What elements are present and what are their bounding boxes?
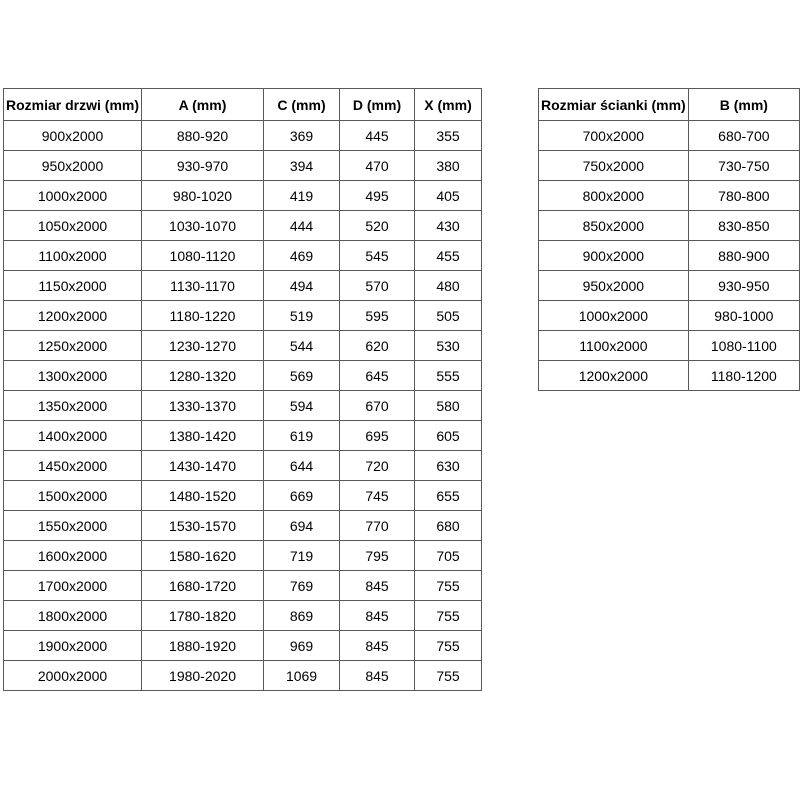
table-cell: 900x2000 [539, 241, 689, 271]
table-cell: 580 [415, 391, 482, 421]
door-sizes-table-header [4, 89, 482, 121]
table-cell: 1200x2000 [4, 301, 142, 331]
table-row [4, 301, 482, 331]
table-cell: 595 [340, 301, 415, 331]
table-cell: 455 [415, 241, 482, 271]
table-row [4, 661, 482, 691]
table-cell: 880-900 [688, 241, 799, 271]
table-cell: 755 [415, 571, 482, 601]
table-cell: 1330-1370 [142, 391, 264, 421]
table-cell: 519 [264, 301, 340, 331]
table-row [4, 331, 482, 361]
table-cell: 770 [340, 511, 415, 541]
table-cell: 845 [340, 601, 415, 631]
table-cell: 700x2000 [539, 121, 689, 151]
table-cell: 969 [264, 631, 340, 661]
table-row [4, 451, 482, 481]
table-cell: 620 [340, 331, 415, 361]
table-row [539, 151, 800, 181]
column-header: X (mm) [415, 89, 482, 121]
table-cell: 1080-1120 [142, 241, 264, 271]
table-cell: 950x2000 [539, 271, 689, 301]
table-row [4, 541, 482, 571]
door-sizes-table [3, 88, 482, 691]
table-cell: 950x2000 [4, 151, 142, 181]
table-cell: 850x2000 [539, 211, 689, 241]
table-cell: 745 [340, 481, 415, 511]
table-cell: 755 [415, 661, 482, 691]
table-cell: 1050x2000 [4, 211, 142, 241]
table-cell: 1200x2000 [539, 361, 689, 391]
table-cell: 655 [415, 481, 482, 511]
table-cell: 419 [264, 181, 340, 211]
column-header: B (mm) [688, 89, 799, 121]
table-cell: 845 [340, 661, 415, 691]
table-cell: 769 [264, 571, 340, 601]
table-cell: 1550x2000 [4, 511, 142, 541]
table-row [4, 421, 482, 451]
table-cell: 1150x2000 [4, 271, 142, 301]
table-cell: 1100x2000 [4, 241, 142, 271]
table-row [4, 631, 482, 661]
table-cell: 1250x2000 [4, 331, 142, 361]
wall-sizes-table-body [539, 121, 800, 391]
table-cell: 680 [415, 511, 482, 541]
table-cell: 530 [415, 331, 482, 361]
table-cell: 705 [415, 541, 482, 571]
table-cell: 380 [415, 151, 482, 181]
table-row [539, 271, 800, 301]
table-cell: 1080-1100 [688, 331, 799, 361]
table-cell: 520 [340, 211, 415, 241]
table-cell: 1600x2000 [4, 541, 142, 571]
column-header: D (mm) [340, 89, 415, 121]
table-cell: 1980-2020 [142, 661, 264, 691]
table-cell: 780-800 [688, 181, 799, 211]
table-cell: 494 [264, 271, 340, 301]
table-cell: 1700x2000 [4, 571, 142, 601]
table-cell: 1380-1420 [142, 421, 264, 451]
table-cell: 444 [264, 211, 340, 241]
table-cell: 930-950 [688, 271, 799, 301]
door-sizes-table-body [4, 121, 482, 691]
header-row [539, 89, 800, 121]
table-cell: 619 [264, 421, 340, 451]
table-cell: 545 [340, 241, 415, 271]
table-cell: 1880-1920 [142, 631, 264, 661]
table-cell: 845 [340, 571, 415, 601]
table-cell: 1500x2000 [4, 481, 142, 511]
table-cell: 1580-1620 [142, 541, 264, 571]
table-row [539, 241, 800, 271]
table-row [4, 121, 482, 151]
column-header: Rozmiar drzwi (mm) [4, 89, 142, 121]
table-cell: 1130-1170 [142, 271, 264, 301]
table-row [539, 331, 800, 361]
table-cell: 730-750 [688, 151, 799, 181]
table-cell: 394 [264, 151, 340, 181]
table-cell: 669 [264, 481, 340, 511]
table-cell: 605 [415, 421, 482, 451]
table-cell: 720 [340, 451, 415, 481]
table-cell: 1180-1220 [142, 301, 264, 331]
table-cell: 755 [415, 601, 482, 631]
table-row [4, 361, 482, 391]
table-cell: 694 [264, 511, 340, 541]
table-cell: 830-850 [688, 211, 799, 241]
column-header: A (mm) [142, 89, 264, 121]
table-cell: 869 [264, 601, 340, 631]
table-cell: 569 [264, 361, 340, 391]
table-cell: 1030-1070 [142, 211, 264, 241]
table-cell: 369 [264, 121, 340, 151]
table-cell: 355 [415, 121, 482, 151]
table-cell: 544 [264, 331, 340, 361]
table-cell: 930-970 [142, 151, 264, 181]
table-cell: 505 [415, 301, 482, 331]
table-cell: 1069 [264, 661, 340, 691]
table-cell: 594 [264, 391, 340, 421]
table-cell: 1000x2000 [4, 181, 142, 211]
table-row [539, 301, 800, 331]
table-cell: 645 [340, 361, 415, 391]
table-row [539, 361, 800, 391]
header-row [4, 89, 482, 121]
table-row [4, 241, 482, 271]
table-row [4, 181, 482, 211]
table-cell: 1100x2000 [539, 331, 689, 361]
column-header: Rozmiar ścianki (mm) [539, 89, 689, 121]
table-cell: 680-700 [688, 121, 799, 151]
table-cell: 1480-1520 [142, 481, 264, 511]
table-cell: 1300x2000 [4, 361, 142, 391]
wall-sizes-table-header [539, 89, 800, 121]
table-row [539, 121, 800, 151]
table-cell: 1180-1200 [688, 361, 799, 391]
table-cell: 480 [415, 271, 482, 301]
table-cell: 2000x2000 [4, 661, 142, 691]
table-cell: 1450x2000 [4, 451, 142, 481]
table-row [539, 211, 800, 241]
table-cell: 1280-1320 [142, 361, 264, 391]
table-cell: 445 [340, 121, 415, 151]
table-cell: 750x2000 [539, 151, 689, 181]
table-cell: 1530-1570 [142, 511, 264, 541]
table-cell: 980-1020 [142, 181, 264, 211]
table-row [4, 391, 482, 421]
table-cell: 755 [415, 631, 482, 661]
table-cell: 1800x2000 [4, 601, 142, 631]
table-row [4, 511, 482, 541]
table-row [539, 181, 800, 211]
table-cell: 469 [264, 241, 340, 271]
table-cell: 670 [340, 391, 415, 421]
table-cell: 800x2000 [539, 181, 689, 211]
table-cell: 980-1000 [688, 301, 799, 331]
wall-sizes-table [538, 88, 800, 391]
table-cell: 1230-1270 [142, 331, 264, 361]
table-cell: 695 [340, 421, 415, 451]
table-cell: 470 [340, 151, 415, 181]
table-cell: 570 [340, 271, 415, 301]
table-cell: 630 [415, 451, 482, 481]
table-cell: 880-920 [142, 121, 264, 151]
table-row [4, 151, 482, 181]
table-row [4, 571, 482, 601]
table-cell: 430 [415, 211, 482, 241]
table-row [4, 211, 482, 241]
table-row [4, 271, 482, 301]
table-row [4, 601, 482, 631]
table-cell: 845 [340, 631, 415, 661]
table-cell: 1780-1820 [142, 601, 264, 631]
table-cell: 1000x2000 [539, 301, 689, 331]
table-row [4, 481, 482, 511]
table-cell: 1900x2000 [4, 631, 142, 661]
table-cell: 1400x2000 [4, 421, 142, 451]
table-cell: 795 [340, 541, 415, 571]
table-cell: 719 [264, 541, 340, 571]
table-cell: 1350x2000 [4, 391, 142, 421]
table-cell: 644 [264, 451, 340, 481]
table-cell: 1430-1470 [142, 451, 264, 481]
table-cell: 555 [415, 361, 482, 391]
table-cell: 405 [415, 181, 482, 211]
column-header: C (mm) [264, 89, 340, 121]
table-cell: 1680-1720 [142, 571, 264, 601]
table-cell: 495 [340, 181, 415, 211]
table-cell: 900x2000 [4, 121, 142, 151]
